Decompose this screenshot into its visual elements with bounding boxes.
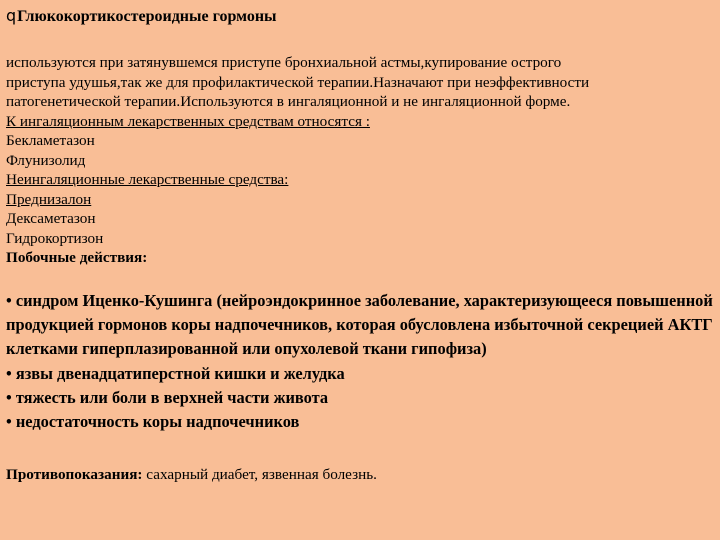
inhaled-drug: Флунизолид (6, 151, 86, 169)
inhaled-heading: К ингаляционным лекарственных средствам относятся : (6, 112, 370, 130)
side-effect-item: • синдром Иценко-Кушинга (нейроэндокринное заболевание, характеризующееся повышенной продукцией гормонов коры надпочечников, которая обусловлена избыточной секрецией АКТГ клетками гиперплазированной или опухолевой ткани гипофиза) (6, 291, 713, 359)
side-effects-list (6, 289, 718, 434)
title-text: Глюкокортикостероидные гормоны (17, 8, 277, 25)
non-inhaled-drug: Дексаметазон (6, 210, 96, 227)
side-effect-item: • недостаточность коры надпочечников (6, 412, 300, 432)
intro-line: патогенетической терапии.Используются в ингаляционной и не ингаляционной форме. (6, 93, 571, 110)
slide-title (6, 6, 277, 27)
contraindications-text: сахарный диабет, язвенная болезнь. (142, 466, 377, 483)
non-inhaled-drug: Преднизалон (6, 190, 92, 208)
intro-line: приступа удушья,так же для профилактической терапии.Назначают при неэффективности (6, 73, 590, 91)
non-inhaled-heading: Неингаляционные лекарственные средства: (6, 171, 289, 188)
side-effect-item: • тяжесть или боли в верхней части живота (6, 387, 329, 407)
square-bullet-icon: q (6, 6, 17, 25)
intro-line: используются при затянувшемся приступе бронхиальной астмы,купирование острого (6, 54, 562, 71)
side-effects-heading: Побочные действия: (6, 249, 148, 266)
contraindications-label: Противопоказания: (6, 466, 143, 483)
contraindications (6, 465, 718, 485)
inhaled-drug: Бекламетазон (6, 132, 95, 149)
side-effect-item: • язвы двенадцатиперстной кишки и желудка (6, 363, 345, 383)
non-inhaled-drug: Гидрокортизон (6, 229, 104, 247)
body-text (6, 53, 716, 268)
